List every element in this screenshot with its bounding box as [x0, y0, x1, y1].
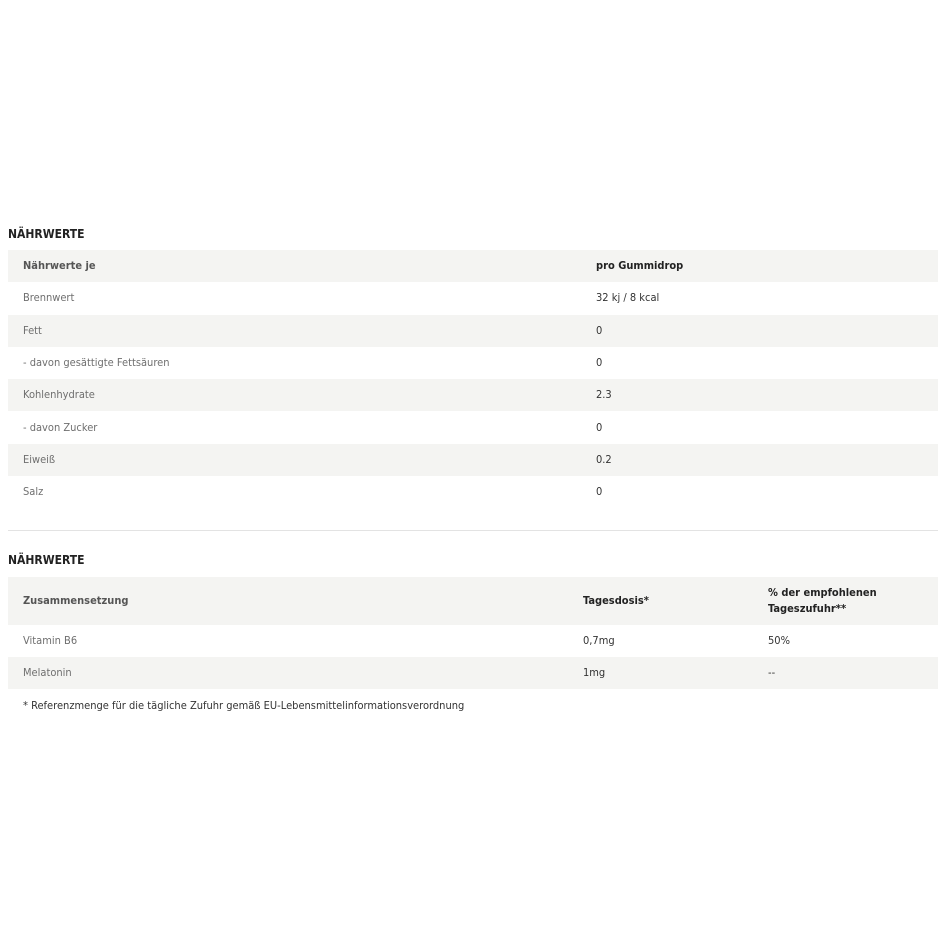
section-divider [8, 530, 938, 531]
row-value: 0 [596, 420, 603, 434]
row-label: Vitamin B6 [23, 634, 78, 647]
composition-header-ingredient: Zusammensetzung [23, 594, 129, 607]
row-label: - davon gesättigte Fettsäuren [23, 356, 170, 370]
footnote: * Referenzmenge für die tägliche Zufuhr gemäß EU-Lebensmittelinformationsverordnung [23, 699, 465, 712]
nutrition-header-label: Nährwerte je [23, 259, 96, 273]
composition-header-daily-dose: Tagesdosis* [583, 594, 649, 607]
row-dose: 0,7mg [583, 634, 615, 647]
composition-table [8, 577, 938, 689]
composition-header-percent: % der empfohlenen Tageszufuhr** [768, 586, 877, 615]
row-label: Fett [23, 323, 42, 337]
table-row [8, 476, 938, 508]
nutrition-header-value: pro Gummidrop [596, 259, 684, 273]
row-value: 0 [596, 485, 603, 499]
table-row [8, 282, 938, 314]
row-label: Kohlenhydrate [23, 388, 95, 402]
nutrition-table-header [8, 250, 938, 282]
row-value: 0.2 [596, 452, 612, 466]
table-row [8, 657, 938, 689]
composition-section-title: NÄHRWERTE [8, 553, 85, 567]
row-label: Salz [23, 485, 44, 499]
row-value: 0 [596, 323, 603, 337]
row-value: 2.3 [596, 388, 612, 402]
row-value: 32 kj / 8 kcal [596, 291, 660, 305]
row-label: Eiweiß [23, 452, 56, 466]
composition-table-header [8, 577, 938, 625]
table-row [8, 315, 938, 347]
table-row [8, 625, 938, 657]
row-value: 0 [596, 356, 603, 370]
table-row [8, 347, 938, 379]
nutrition-table [8, 250, 938, 508]
row-label: Melatonin [23, 666, 72, 679]
table-row [8, 411, 938, 443]
table-row [8, 379, 938, 411]
table-row [8, 444, 938, 476]
nutrition-section-title: NÄHRWERTE [8, 227, 85, 241]
row-label: Brennwert [23, 291, 75, 305]
row-percent: -- [768, 666, 776, 679]
row-label: - davon Zucker [23, 420, 98, 434]
row-percent: 50% [768, 634, 790, 647]
row-dose: 1mg [583, 666, 606, 679]
